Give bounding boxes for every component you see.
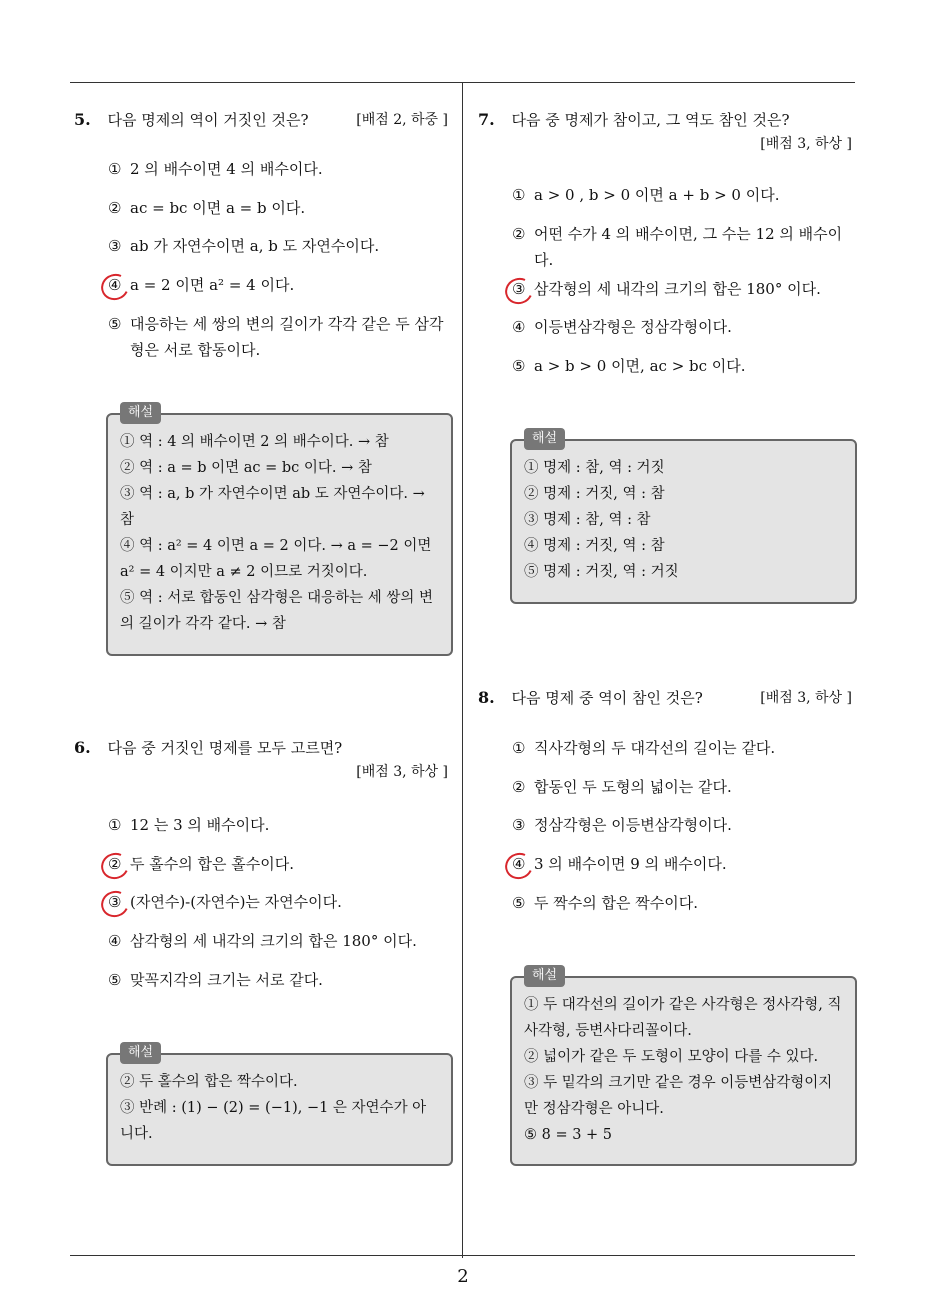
solution-tag: 해설 [524,965,565,987]
option-mark: ④ [512,318,526,336]
option-1[interactable] [108,156,448,182]
option-mark-wrap [512,276,534,302]
option-text: 2 의 배수이면 4 의 배수이다. [130,160,323,178]
option-4[interactable] [512,851,852,877]
question-8 [478,686,852,912]
solution-line: ⑤ 명제 : 거짓, 역 : 거짓 [524,564,679,580]
option-mark: ② [512,778,526,796]
solution-box-7 [510,431,857,604]
option-mark: ⑤ [512,894,526,912]
option-mark: ② [108,199,122,217]
option-5[interactable] [108,967,448,993]
option-mark: ③ [512,280,526,298]
solution-line: ① 역 : 4 의 배수이면 2 의 배수이다. → 참 [120,434,389,450]
solution-line: ⑤ 역 : 서로 합동인 삼각형은 대응하는 세 쌍의 변의 길이가 각각 같다. → 참 [120,590,433,632]
answer-circle-icon [97,849,132,883]
option-1[interactable] [512,735,852,761]
question-meta: [배점 3, 하상 ] [356,764,448,780]
option-2[interactable] [512,774,852,800]
option-2[interactable] [108,195,448,221]
option-text: 3 의 배수이면 9 의 배수이다. [534,855,727,873]
solution-line: ② 역 : a = b 이면 ac = bc 이다. → 참 [120,460,372,476]
option-5[interactable] [512,353,852,379]
question-7 [478,108,852,375]
solution-box-8 [510,968,857,1166]
option-2[interactable] [512,221,852,273]
option-mark: ③ [512,816,526,834]
answer-circle-icon [97,887,132,921]
answer-circle-icon [97,270,132,304]
option-mark: ② [512,225,526,243]
option-4[interactable] [512,314,852,340]
solution-line: ① 두 대각선의 길이가 같은 사각형은 정사각형, 직사각형, 등변사다리꼴이다. [524,997,842,1039]
option-text: ab 가 자연수이면 a, b 도 자연수이다. [130,237,380,255]
option-mark: ⑤ [108,315,122,333]
option-text: (자연수)-(자연수)는 자연수이다. [130,893,342,911]
question-header [478,686,852,710]
option-mark: ③ [108,893,122,911]
question-meta: [배점 3, 하상 ] [760,690,852,706]
option-mark-wrap [108,272,130,298]
option-text: 맞꼭지각의 크기는 서로 같다. [130,971,323,989]
option-mark: ① [108,816,122,834]
question-number: 5. [74,110,91,129]
question-text: 다음 명제 중 역이 참인 것은? [511,689,703,707]
option-text: a > 0 , b > 0 이면 a + b > 0 이다. [534,186,780,204]
question-meta: [배점 2, 하중 ] [356,112,448,128]
solution-line: ⑤ 8 = 3 + 5 [524,1127,613,1143]
solution-line: ④ 명제 : 거짓, 역 : 참 [524,538,665,554]
solution-line: ④ 역 : a² = 4 이면 a = 2 이다. → a = −2 이면 a² = 4 이지만 a ≠ 2 이므로 거짓이다. [120,538,432,580]
option-text: 두 홀수의 합은 홀수이다. [130,855,294,873]
option-4[interactable] [108,272,448,298]
option-5[interactable] [108,311,448,363]
solution-line: ③ 반례 : (1) − (2) = (−1), −1 은 자연수가 아니다. [120,1100,427,1142]
question-header [74,108,448,132]
option-2[interactable] [108,851,448,877]
solution-line: ③ 명제 : 참, 역 : 참 [524,512,651,528]
option-text: 합동인 두 도형의 넓이는 같다. [534,778,732,796]
option-text: 어떤 수가 4 의 배수이면, 그 수는 12 의 배수이다. [534,225,843,269]
solution-line: ① 명제 : 참, 역 : 거짓 [524,460,665,476]
option-mark: ⑤ [108,971,122,989]
option-mark-wrap [108,889,130,915]
answer-circle-icon [501,849,536,883]
option-mark: ⑤ [512,357,526,375]
option-mark-wrap [108,851,130,877]
option-mark: ④ [108,932,122,950]
solution-tag: 해설 [120,1042,161,1064]
question-number: 8. [478,688,495,707]
option-3[interactable] [108,233,448,259]
option-mark: ④ [108,276,122,294]
option-text: 두 짝수의 합은 짝수이다. [534,894,698,912]
question-6 [74,736,448,989]
solution-line: ③ 두 밑각의 크기만 같은 경우 이등변삼각형이지만 정삼각형은 아니다. [524,1075,833,1117]
question-number: 7. [478,110,495,129]
answer-circle-icon [501,274,536,308]
option-3[interactable] [512,276,852,302]
question-header [74,736,448,780]
option-mark: ① [512,186,526,204]
option-text: 정삼각형은 이등변삼각형이다. [534,816,732,834]
option-3[interactable] [108,889,448,915]
solution-tag: 해설 [524,428,565,450]
question-text: 다음 명제의 역이 거짓인 것은? [107,111,309,129]
option-mark: ① [108,160,122,178]
option-text: a > b > 0 이면, ac > bc 이다. [534,357,746,375]
solution-box-5 [106,405,453,656]
option-text: 직사각형의 두 대각선의 길이는 같다. [534,739,776,757]
option-text: 삼각형의 세 내각의 크기의 합은 180° 이다. [130,932,417,950]
solution-line: ③ 역 : a, b 가 자연수이면 ab 도 자연수이다. → 참 [120,486,425,528]
solution-tag: 해설 [120,402,161,424]
question-header [478,108,852,152]
column-divider [462,82,463,1258]
option-text: 12 는 3 의 배수이다. [130,816,270,834]
question-5 [74,108,448,359]
question-number: 6. [74,738,91,757]
question-text: 다음 중 명제가 참이고, 그 역도 참인 것은? [511,111,790,129]
option-text: 삼각형의 세 내각의 크기의 합은 180° 이다. [534,280,821,298]
option-mark: ③ [108,237,122,255]
option-mark: ④ [512,855,526,873]
option-5[interactable] [512,890,852,916]
option-text: 이등변삼각형은 정삼각형이다. [534,318,732,336]
option-text: ac = bc 이면 a = b 이다. [130,199,306,217]
option-text: 대응하는 세 쌍의 변의 길이가 각각 같은 두 삼각형은 서로 합동이다. [130,315,444,359]
page-number: 2 [457,1266,469,1287]
option-mark-wrap [512,851,534,877]
question-text: 다음 중 거짓인 명제를 모두 고르면? [107,739,343,757]
option-4[interactable] [108,928,448,954]
option-mark: ② [108,855,122,873]
option-text: a = 2 이면 a² = 4 이다. [130,276,295,294]
solution-line: ② 명제 : 거짓, 역 : 참 [524,486,665,502]
solution-line: ② 넓이가 같은 두 도형이 모양이 다를 수 있다. [524,1049,819,1065]
bottom-rule [70,1255,855,1256]
option-1[interactable] [108,812,448,838]
option-mark: ① [512,739,526,757]
solution-line: ② 두 홀수의 합은 짝수이다. [120,1074,298,1090]
solution-box-6 [106,1045,453,1166]
question-meta: [배점 3, 하상 ] [760,136,852,152]
option-1[interactable] [512,182,852,208]
option-3[interactable] [512,812,852,838]
